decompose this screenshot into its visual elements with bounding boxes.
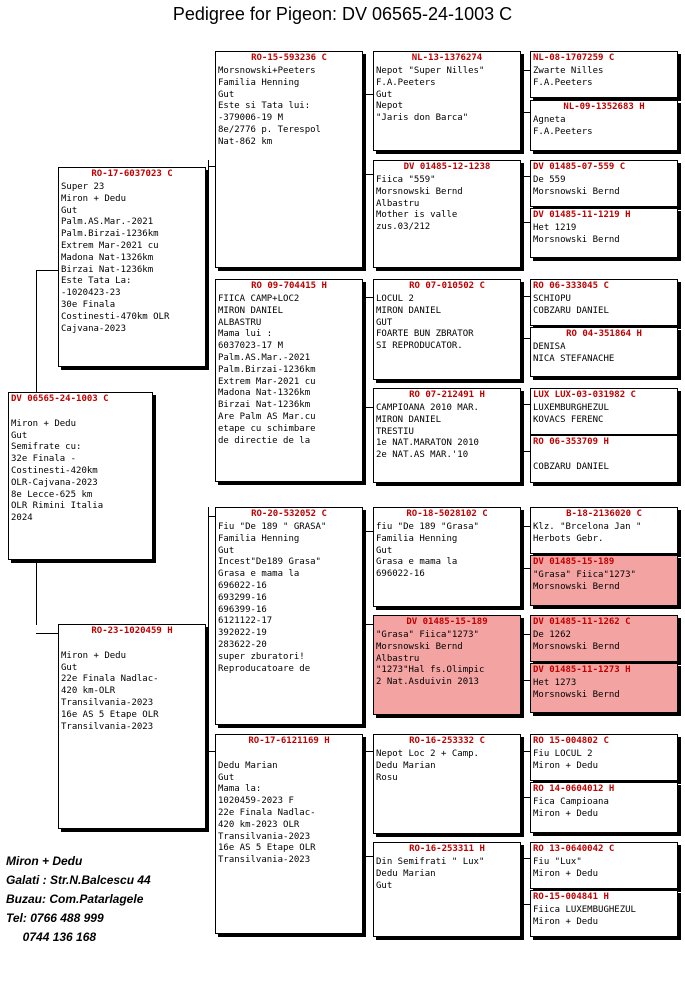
detail-line: 283622-20 — [218, 639, 267, 650]
detail-line: Morsnowski Bernd — [533, 641, 620, 652]
pigeon-card-sds — [373, 279, 521, 380]
detail-line: Gut — [376, 880, 393, 891]
detail-line: Klz. "Brcelona Jan " — [533, 522, 642, 532]
connector-line — [523, 112, 530, 113]
pigeon-details — [374, 747, 520, 784]
detail-line: CAMPIOANA 2010 MAR. — [376, 403, 479, 413]
pigeon-card-g13 — [530, 734, 678, 781]
detail-line: 16e AS 5 Etape OLR — [218, 843, 316, 854]
detail-line: Gut — [218, 772, 235, 783]
detail-line — [61, 639, 203, 651]
connector-line — [36, 270, 58, 271]
detail-line: Costinesti-420km — [11, 465, 98, 476]
connector-line — [208, 516, 215, 517]
pigeon-details — [531, 173, 677, 199]
ring-number: RO-17-6121169 H — [248, 736, 330, 746]
ring-number: RO 06-333045 C — [533, 281, 609, 291]
detail-line: NICA STEFANACHE — [533, 353, 615, 364]
pigeon-details — [531, 628, 677, 654]
pigeon-card-sdd — [373, 388, 521, 483]
detail-line: 6121122-17 — [218, 616, 273, 627]
pigeon-card-g2 — [530, 100, 678, 151]
connector-line — [523, 176, 524, 222]
connector-line — [523, 296, 524, 338]
ring-number: RO-18-5028102 C — [406, 509, 488, 519]
pigeon-details — [531, 221, 677, 247]
detail-line: De 559 — [533, 175, 566, 185]
ring-number: RO 07-010502 C — [409, 281, 485, 291]
ring-number: DV 01485-11-1219 H — [533, 210, 631, 220]
detail-line: Nepot "Super Nilles" — [376, 66, 485, 76]
detail-line: 8e/2776 p. Terespol — [218, 124, 321, 135]
detail-line: Het 1273 — [533, 678, 577, 688]
detail-line: LOCUL 2 — [376, 294, 414, 304]
ring-number: B-18-2136020 C — [566, 509, 642, 519]
detail-line: Zwarte Nilles — [533, 66, 604, 76]
detail-line: Albastru — [376, 198, 420, 209]
detail-line: fiu "De 189 "Grasa" — [376, 522, 479, 532]
detail-line: Semifrate cu: — [11, 442, 82, 453]
pigeon-details — [531, 448, 677, 474]
detail-line: Gut — [376, 89, 393, 100]
pigeon-card-ds — [215, 507, 363, 725]
detail-line: 392022-19 — [218, 628, 267, 639]
detail-line: Este si Tata lui: — [218, 101, 311, 112]
pigeon-card-g4 — [530, 208, 678, 258]
detail-line: Gut — [61, 662, 78, 673]
connector-line — [523, 634, 524, 680]
connector-line — [208, 507, 209, 832]
connector-line — [365, 94, 366, 174]
detail-line: 1e NAT.MARATON 2010 — [376, 438, 479, 449]
detail-line — [11, 407, 150, 419]
ring-number: DV 01485-15-189 — [406, 617, 488, 627]
pigeon-card-sire — [58, 167, 206, 367]
detail-line: Miron + Dedu — [61, 650, 127, 661]
contact-line: Buzau: Com.Patarlagele — [6, 892, 144, 906]
pigeon-card-main — [8, 392, 153, 560]
detail-line: 2e NAT.AS MAR.'10 — [376, 450, 469, 461]
ring-number: RO-16-253311 H — [409, 844, 485, 854]
connector-line — [365, 531, 366, 624]
detail-line: 22e Finala Nadlac- — [61, 674, 159, 685]
detail-line: "Jaris don Barca" — [376, 113, 469, 124]
detail-line: De 1262 — [533, 630, 571, 640]
pigeon-card-dds — [373, 734, 521, 834]
connector-line — [523, 451, 530, 452]
pigeon-details — [531, 855, 677, 881]
connector-line — [523, 568, 530, 569]
detail-line: "Grasa" Fiica"1273" — [376, 630, 479, 640]
pigeon-card-g15 — [530, 842, 678, 889]
detail-line: Palm.Birzai-1236km — [61, 229, 159, 240]
detail-line: 8e Lecce-625 km — [11, 489, 93, 500]
detail-line: Madona Nat-1326km — [218, 388, 311, 399]
detail-line: Din Semifrati " Lux" — [376, 857, 485, 867]
ring-number: RO-20-532052 C — [251, 509, 327, 519]
ring-number: NL-09-1352683 H — [563, 102, 645, 112]
connector-line — [523, 634, 530, 635]
detail-line: Morsnowski Bernd — [376, 186, 463, 197]
detail-line: Fiu "Lux" — [533, 857, 582, 867]
ring-number: RO 13-0640042 C — [533, 844, 615, 854]
detail-line: Agneta — [533, 115, 566, 125]
ring-number: RO-15-004841 H — [533, 892, 609, 902]
detail-line: Het 1219 — [533, 223, 577, 233]
pigeon-details — [59, 180, 205, 335]
pigeon-details — [216, 747, 362, 867]
pigeon-card-g12 — [530, 663, 678, 713]
pigeon-details — [531, 903, 677, 929]
pigeon-details — [374, 628, 520, 689]
connector-line — [36, 633, 58, 634]
pigeon-details — [374, 520, 520, 581]
detail-line: MIRON DANIEL — [376, 414, 442, 425]
connector-line — [208, 166, 215, 167]
detail-line: Mama la: — [218, 784, 262, 795]
detail-line: Transilvania-2023 — [61, 697, 154, 708]
detail-line: Costinesti-470km OLR — [61, 311, 170, 322]
connector-line — [523, 526, 530, 527]
detail-line: Miron + Dedu — [11, 418, 77, 429]
detail-line: 696399-16 — [218, 604, 267, 615]
detail-line: SI REPRODUCATOR. — [376, 341, 463, 352]
detail-line: Familia Henning — [218, 533, 300, 544]
detail-line: 22e Finala Nadlac- — [218, 807, 316, 818]
pigeon-card-g8 — [530, 435, 678, 483]
pigeon-details — [531, 401, 677, 427]
detail-line: Morsnowski+Peeters — [218, 66, 316, 76]
detail-line: Gut — [61, 205, 78, 216]
detail-line: Extrem Mar-2021 cu — [218, 376, 316, 387]
detail-line: Nat-862 km — [218, 136, 273, 147]
detail-line: Morsnowski Bernd — [533, 234, 620, 245]
detail-line: 1020459-2023 F — [218, 796, 294, 807]
detail-line: 696022-16 — [376, 569, 425, 580]
connector-line — [208, 751, 215, 752]
detail-line: Morsnowski Bernd — [533, 581, 620, 592]
detail-line: Grasa e mama la — [218, 569, 300, 580]
connector-line — [523, 526, 524, 568]
detail-line: Fica Campioana — [533, 797, 609, 807]
connector-line — [365, 94, 373, 95]
detail-line: Extrem Mar-2021 cu — [61, 240, 159, 251]
connector-line — [523, 858, 524, 904]
ring-number: RO 09-704415 H — [251, 281, 327, 291]
detail-line: Grasa e mama la — [376, 557, 458, 568]
detail-line: GUT — [376, 317, 393, 328]
ring-number: DV 01485-07-559 C — [533, 162, 626, 172]
detail-line: Birzai Nat-1236km — [218, 400, 311, 411]
detail-line: Palm.AS.Mar.-2021 — [218, 352, 311, 363]
detail-line: Gut — [218, 89, 235, 100]
detail-line: Miron + Dedu — [533, 916, 599, 927]
detail-line: 6037023-17 M — [218, 341, 284, 352]
contact-line: Galati : Str.N.Balcescu 44 — [6, 873, 151, 887]
connector-line — [365, 751, 366, 856]
detail-line: Miron + Dedu — [533, 760, 599, 771]
detail-line: etape cu schimbare — [218, 423, 316, 434]
detail-line: Morsnowski Bernd — [533, 689, 620, 700]
ring-number: RO 06-353709 H — [533, 437, 609, 447]
detail-line: Reproducatoare de — [218, 663, 311, 674]
pigeon-details — [374, 855, 520, 892]
pigeon-card-g10 — [530, 555, 678, 606]
connector-line — [523, 70, 530, 71]
detail-line: "1273"Hal fs.Olimpic — [376, 665, 485, 676]
connector-line — [523, 751, 530, 752]
detail-line: 32e Finala - — [11, 454, 77, 465]
detail-line: Miron + Dedu — [61, 193, 127, 204]
detail-line: de directie de la — [218, 435, 311, 446]
pigeon-card-g14 — [530, 782, 678, 833]
detail-line: Miron + Dedu — [533, 808, 599, 819]
connector-line — [365, 531, 373, 532]
connector-line — [523, 176, 530, 177]
pigeon-card-g5 — [530, 279, 678, 326]
pigeon-details — [216, 520, 362, 675]
connector-line — [523, 751, 524, 797]
detail-line: ALBASTRU — [218, 317, 262, 328]
pigeon-details — [531, 292, 677, 318]
detail-line: Dedu Marian — [218, 760, 278, 771]
detail-line: Palm.AS.Mar.-2021 — [61, 217, 154, 228]
pigeon-details — [216, 64, 362, 149]
detail-line: Gut — [218, 545, 235, 556]
detail-line: Familia Henning — [376, 533, 458, 544]
pigeon-details — [531, 747, 677, 773]
detail-line: Mama lui : — [218, 329, 273, 340]
detail-line: 2024 — [11, 513, 33, 524]
detail-line: Incest"De189 Grasa" — [218, 557, 321, 568]
ring-number: RO 14-0604012 H — [533, 784, 615, 794]
ring-number: RO 07-212491 H — [409, 390, 485, 400]
ring-number: LUX LUX-03-031982 C — [533, 390, 636, 400]
detail-line: Rosu — [376, 772, 398, 783]
connector-line — [365, 856, 373, 857]
ring-number: DV 01485-15-189 — [533, 557, 615, 567]
detail-line: 2 Nat.Asduivin 2013 — [376, 677, 479, 688]
ring-number: DV 01485-11-1262 C — [533, 617, 631, 627]
ring-number: DV 01485-11-1273 H — [533, 665, 631, 675]
detail-line: MIRON DANIEL — [218, 305, 284, 316]
detail-line: SCHIOPU — [533, 294, 571, 304]
pigeon-details — [374, 401, 520, 462]
detail-line: Fiica "559" — [376, 175, 436, 185]
detail-line: Nepot Loc 2 + Camp. — [376, 749, 479, 759]
detail-line: Dedu Marian — [376, 868, 436, 879]
connector-line — [523, 70, 524, 112]
detail-line: Are Palm AS Mar.cu — [218, 411, 316, 422]
connector-line — [365, 751, 373, 752]
pigeon-details — [9, 405, 152, 525]
connector-line — [36, 560, 37, 625]
detail-line: zus.03/212 — [376, 222, 431, 233]
pigeon-details — [531, 520, 677, 546]
detail-line: FIICA CAMP+LOC2 — [218, 294, 300, 304]
detail-line: Gut — [11, 430, 28, 441]
detail-line: -1020423-23 — [61, 288, 121, 299]
detail-line: Fiica LUXEMBUGHEZUL — [533, 905, 636, 915]
pigeon-card-dd — [215, 734, 363, 934]
detail-line: Dedu Marian — [376, 760, 436, 771]
detail-line: Fiu LOCUL 2 — [533, 749, 593, 759]
detail-line: COBZARU DANIEL — [533, 305, 609, 316]
detail-line: Gut — [376, 545, 393, 556]
pigeon-card-g11 — [530, 615, 678, 662]
detail-line: Nepot — [376, 101, 404, 112]
detail-line: 30e Finala — [61, 299, 116, 310]
connector-line — [208, 166, 209, 267]
breeder-contact — [6, 852, 151, 947]
connector-line — [523, 797, 530, 798]
ring-number: DV 01485-12-1238 — [403, 162, 491, 172]
pigeon-details — [374, 292, 520, 353]
detail-line: 420 km-OLR — [61, 686, 116, 697]
pigeon-details — [531, 676, 677, 702]
ring-number: RO-17-6037023 C — [91, 169, 173, 179]
detail-line — [533, 450, 675, 462]
detail-line: COBZARU DANIEL — [533, 461, 609, 472]
connector-line — [523, 904, 530, 905]
detail-line: FOARTE BUN ZBRATOR — [376, 329, 474, 340]
pigeon-card-g3 — [530, 160, 678, 207]
ring-number: RO 04-351864 H — [566, 329, 642, 339]
contact-line: 0744 136 168 — [6, 930, 97, 944]
detail-line: 693299-16 — [218, 592, 267, 603]
pigeon-card-ss — [215, 51, 363, 268]
connector-line — [523, 858, 530, 859]
detail-line: Birzai Nat-1236km — [61, 264, 154, 275]
pigeon-card-dss — [373, 507, 521, 607]
pigeon-details — [531, 113, 677, 139]
pigeon-card-g1 — [530, 51, 678, 98]
detail-line: Este Tata La: — [61, 276, 132, 287]
ring-number: NL-13-1376274 — [411, 53, 483, 63]
pigeon-details — [216, 292, 362, 447]
pigeon-card-ssd — [373, 160, 521, 268]
connector-line — [365, 297, 373, 298]
detail-line: Familia Henning — [218, 77, 300, 88]
detail-line: Herbots Gebr. — [533, 533, 604, 544]
page-title: Pedigree for Pigeon: DV 06565-24-1003 C — [172, 4, 513, 24]
ring-number: DV 06565-24-1003 C — [11, 394, 109, 404]
pigeon-details — [531, 795, 677, 821]
connector-line — [365, 407, 373, 408]
detail-line: Miron + Dedu — [533, 868, 599, 879]
ring-number: RO-23-1020459 H — [91, 626, 173, 636]
contact-line: Tel: 0766 488 999 — [6, 911, 104, 925]
pigeon-card-sd — [215, 279, 363, 482]
pigeon-details — [531, 64, 677, 90]
detail-line: Transilvania-2023 — [218, 855, 311, 866]
pigeon-card-sss — [373, 51, 521, 151]
contact-line: Miron + Dedu — [6, 854, 83, 868]
pigeon-details — [531, 340, 677, 366]
connector-line — [523, 338, 530, 339]
detail-line: Palm.Birzai-1236km — [218, 364, 316, 375]
pigeon-details — [374, 173, 520, 234]
detail-line: super zburatori! — [218, 651, 305, 662]
detail-line: Albastru — [376, 653, 420, 664]
connector-line — [523, 222, 530, 223]
detail-line: Morsnowski Bernd — [376, 641, 463, 652]
connector-line — [365, 174, 373, 175]
detail-line: 696022-16 — [218, 580, 267, 591]
detail-line: OLR-Cajvana-2023 — [11, 477, 98, 488]
pigeon-details — [59, 637, 205, 733]
ring-number: RO-15-593236 C — [251, 53, 327, 63]
connector-line — [36, 270, 37, 393]
connector-line — [523, 296, 530, 297]
detail-line: Super 23 — [61, 182, 105, 192]
pigeon-card-g16 — [530, 890, 678, 937]
detail-line: MIRON DANIEL — [376, 305, 442, 316]
detail-line: TRESTIU — [376, 426, 414, 437]
detail-line: KOVACS FERENC — [533, 414, 604, 425]
detail-line: F.A.Peeters — [533, 77, 593, 88]
detail-line: Morsnowski Bernd — [533, 186, 620, 197]
detail-line: LUXEMBURGHEZUL — [533, 403, 609, 413]
pigeon-card-g7 — [530, 388, 678, 435]
detail-line: "Grasa" Fiica"1273" — [533, 570, 636, 580]
detail-line: F.A.Peeters — [376, 77, 436, 88]
ring-number: RO 15-004802 C — [533, 736, 609, 746]
connector-line — [523, 404, 530, 405]
detail-line — [218, 749, 360, 761]
detail-line: Cajvana-2023 — [61, 323, 127, 334]
detail-line: OLR Rimini Italia — [11, 501, 104, 512]
detail-line: DENISA — [533, 342, 566, 352]
ring-number: NL-08-1707259 C — [533, 53, 615, 63]
pigeon-card-g9 — [530, 507, 678, 554]
pigeon-card-ddd — [373, 842, 521, 937]
ring-number: RO-16-253332 C — [409, 736, 485, 746]
connector-line — [523, 680, 530, 681]
detail-line: F.A.Peeters — [533, 126, 593, 137]
pigeon-card-dam — [58, 624, 206, 829]
detail-line: Mother is valle — [376, 210, 458, 221]
connector-line — [365, 297, 366, 407]
pigeon-card-g6 — [530, 327, 678, 377]
detail-line: 16e AS 5 Etape OLR — [61, 709, 159, 720]
detail-line: 420 km-2023 OLR — [218, 819, 300, 830]
detail-line: Transilvania-2023 — [218, 831, 311, 842]
connector-line — [365, 624, 373, 625]
pigeon-details — [531, 568, 677, 594]
detail-line: Transilvania-2023 — [61, 721, 154, 732]
detail-line: -379006-19 M — [218, 113, 284, 124]
connector-line — [523, 404, 524, 451]
pigeon-details — [374, 64, 520, 125]
pigeon-card-dsd — [373, 615, 521, 715]
detail-line: Fiu "De 189 " GRASA" — [218, 522, 327, 532]
detail-line: Madona Nat-1326km — [61, 252, 154, 263]
